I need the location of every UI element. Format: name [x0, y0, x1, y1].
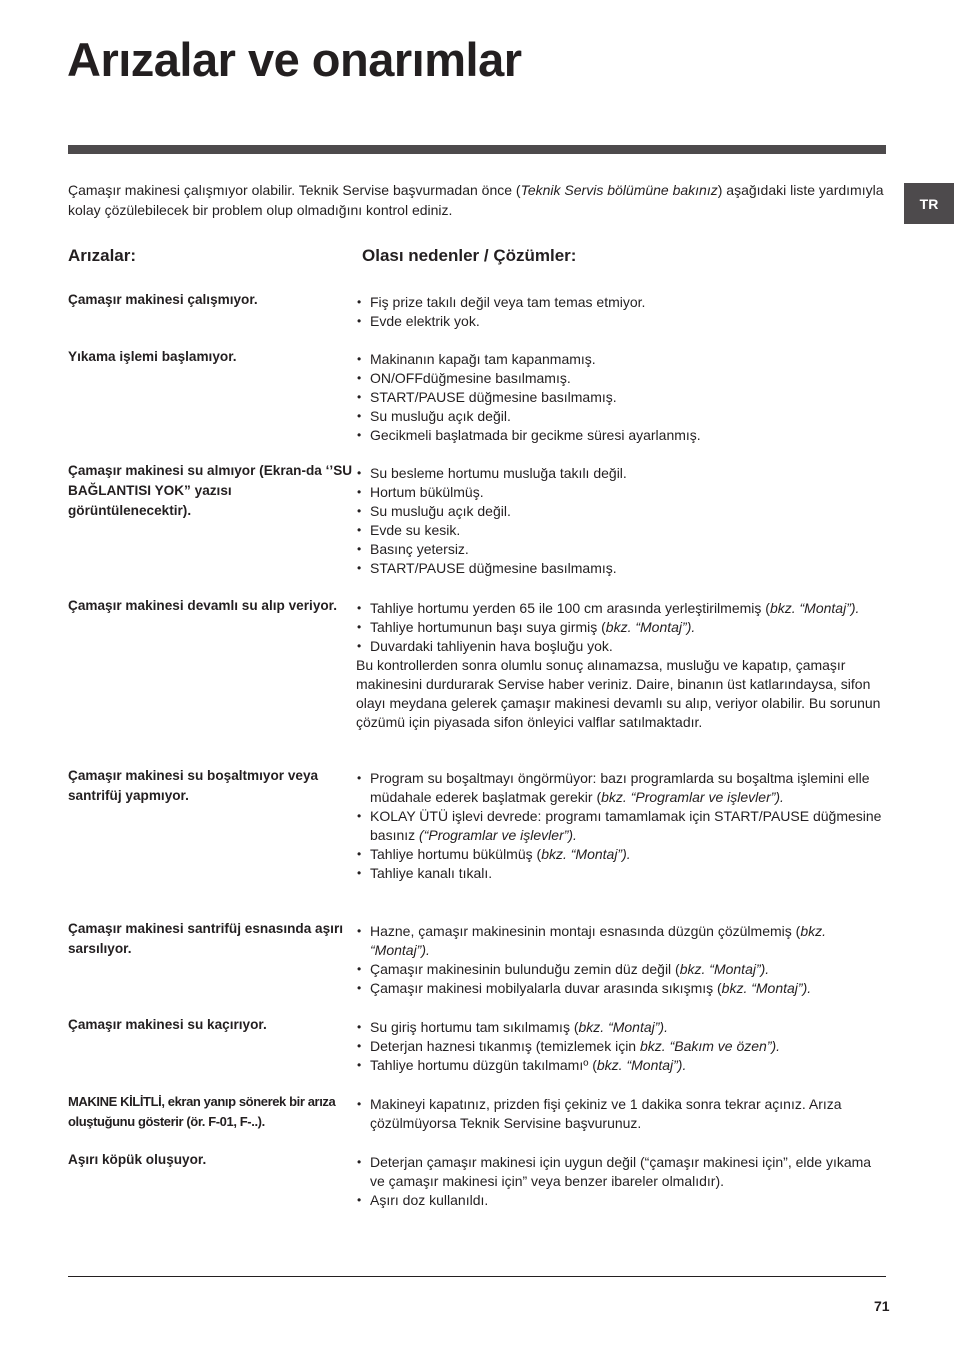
text-segment: Deterjan haznesi tıkanmış (temizlemek için — [370, 1038, 640, 1054]
cross-reference-text: (“Programlar ve işlevler”). — [419, 827, 577, 843]
text-segment: Evde su kesik. — [370, 522, 461, 538]
solution-bullet-item — [356, 599, 886, 618]
fault-description: Çamaşır makinesi su kaçırıyor. — [68, 1017, 267, 1032]
solution-bullet-item — [356, 979, 886, 998]
solution-bullet-item — [356, 864, 886, 883]
solution-list — [356, 599, 886, 732]
text-segment: START/PAUSE düğmesine basılmamış. — [370, 389, 617, 405]
text-segment: Tahliye hortumunun başı suya girmiş ( — [370, 619, 606, 635]
text-segment: Çamaşır makinesi çalışmıyor olabilir. Teknik Servise başvurmadan önce ( — [68, 182, 521, 198]
solution-bullet-item — [356, 350, 886, 369]
cross-reference-text: bkz. “Montaj”). — [769, 600, 860, 616]
text-segment: Hortum bükülmüş. — [370, 484, 484, 500]
footer-divider — [68, 1276, 886, 1277]
cross-reference-text: Teknik Servis bölümüne bakınız — [520, 182, 718, 198]
title-divider-bar — [68, 145, 886, 154]
solution-bullet-item — [356, 637, 886, 656]
text-segment: ) aşağıdaki liste yardımıyla kolay çözülebilecek bir problem olup olmadığını kontrol ediniz. — [68, 182, 884, 218]
solution-list — [356, 1018, 886, 1075]
solution-bullet-item — [356, 559, 886, 578]
solution-bullet-item — [356, 312, 886, 331]
solution-list — [356, 464, 886, 578]
solution-bullet-item — [356, 1037, 886, 1056]
solution-list — [356, 1153, 886, 1210]
text-segment: Basınç yetersiz. — [370, 541, 469, 557]
intro-paragraph — [68, 180, 898, 220]
page-number: 71 — [874, 1298, 890, 1314]
faults-column-heading: Arızalar: — [68, 246, 137, 265]
solution-list — [356, 350, 886, 445]
fault-description: Yıkama işlemi başlamıyor. — [68, 349, 237, 364]
solution-bullet-item — [356, 618, 886, 637]
text-segment: Tahliye hortumu bükülmüş ( — [370, 846, 542, 862]
language-tab-label: TR — [919, 195, 939, 212]
fault-description: Aşırı köpük oluşuyor. — [68, 1152, 207, 1167]
text-segment: Su besleme hortumu musluğa takılı değil. — [370, 465, 627, 481]
cross-reference-text: bkz. “Montaj”). — [578, 1019, 668, 1035]
solution-bullet-item — [356, 1153, 886, 1191]
solution-list — [356, 922, 886, 998]
text-segment: Tahliye hortumu düzgün takılmamıº ( — [370, 1057, 597, 1073]
solution-bullet-item — [356, 1056, 886, 1075]
fault-description: Çamaşır makinesi devamlı su alıp veriyor. — [68, 598, 337, 613]
text-segment: Bu kontrollerden sonra olumlu sonuç alınamazsa, musluğu ve kapatıp, çamaşır makinesini durdurarak Servise haber veriniz. Daire, binanın üst katlarındaysa, sifon olayı meydana gelerek çamaşır makinesi devamlı su alıp, veriyor olabilir. Bu sorunun çözümü için piyasada sifon önleyici valflar satılmaktadır. — [356, 657, 881, 730]
text-segment: Su musluğu açık değil. — [370, 408, 511, 424]
solution-bullet-item — [356, 369, 886, 388]
solution-bullet-item — [356, 521, 886, 540]
solution-bullet-item — [356, 807, 886, 845]
text-segment: KOLAY ÜTÜ işlevi devrede: programı tamamlamak için START/PAUSE düğmesine basınız — [370, 808, 882, 843]
solution-bullet-item — [356, 769, 886, 807]
text-segment: START/PAUSE düğmesine basılmamış. — [370, 560, 617, 576]
fault-description: Çamaşır makinesi su boşaltmıyor veya santrifüj yapmıyor. — [68, 768, 319, 803]
text-segment: Makinanın kapağı tam kapanmamış. — [370, 351, 596, 367]
solution-bullet-item — [356, 922, 886, 960]
solution-bullet-item — [356, 1018, 886, 1037]
text-segment: Program su boşaltmayı öngörmüyor: bazı programlarda su boşaltma işlemini elle müdahale ederek başlatmak gerekir ( — [370, 770, 870, 805]
cross-reference-text: bkz. “Bakım ve özen”). — [640, 1038, 781, 1054]
text-segment: Makineyi kapatınız, prizden fişi çekiniz ve 1 dakika sonra tekrar açınız. Arıza çözülmüyorsa Teknik Servisine başvurunuz. — [370, 1096, 842, 1131]
cross-reference-text: bkz. “Montaj”). — [370, 923, 826, 958]
solution-bullet-item — [356, 483, 886, 502]
solution-bullet-item — [356, 388, 886, 407]
solution-list — [356, 293, 886, 331]
text-segment: Gecikmeli başlatmada bir gecikme süresi ayarlanmış. — [370, 427, 701, 443]
solution-list — [356, 1095, 886, 1133]
solution-bullet-item — [356, 540, 886, 559]
solution-bullet-item — [356, 407, 886, 426]
language-tab — [904, 183, 954, 224]
solution-bullet-item — [356, 845, 886, 864]
cross-reference-text: bkz. “Montaj”). — [721, 980, 812, 996]
text-segment: Aşırı doz kullanıldı. — [370, 1192, 489, 1208]
text-segment: Tahliye kanalı tıkalı. — [370, 865, 493, 881]
text-segment: Çamaşır makinesinin bulunduğu zemin düz değil ( — [370, 961, 680, 977]
solution-bullet-item — [356, 426, 886, 445]
text-segment: Hazne, çamaşır makinesinin montajı esnasında düzgün çözülmemiş ( — [370, 923, 801, 939]
solution-note-paragraph — [356, 656, 886, 732]
solution-bullet-item — [356, 960, 886, 979]
cross-reference-text: bkz. “Montaj”). — [605, 619, 696, 635]
solution-bullet-item — [356, 293, 886, 312]
fault-description: Çamaşır makinesi çalışmıyor. — [68, 292, 258, 307]
cross-reference-text: bkz. “Montaj”). — [596, 1057, 687, 1073]
text-segment: Duvardaki tahliyenin hava boşluğu yok. — [370, 638, 613, 654]
fault-description: MAKINE KİLİTLİ, ekran yanıp sönerek bir arıza oluştuğunu gösterir (ör. F-01, F-..). — [68, 1094, 336, 1129]
cross-reference-text: bkz. “Programlar ve işlevler”). — [601, 789, 784, 805]
cross-reference-text: bkz. “Montaj”). — [679, 961, 770, 977]
page-title: Arızalar ve onarımlar — [67, 33, 522, 86]
text-segment: Su giriş hortumu tam sıkılmamış ( — [370, 1019, 579, 1035]
solution-bullet-item — [356, 1191, 886, 1210]
solution-bullet-item — [356, 464, 886, 483]
text-segment: Çamaşır makinesi mobilyalarla duvar arasında sıkışmış ( — [370, 980, 722, 996]
solutions-column-heading: Olası nedenler / Çözümler: — [362, 246, 577, 265]
text-segment: Su musluğu açık değil. — [370, 503, 511, 519]
text-segment: ON/OFFdüğmesine basılmamış. — [370, 370, 571, 386]
cross-reference-text: bkz. “Montaj”). — [541, 846, 631, 862]
text-segment: Tahliye hortumu yerden 65 ile 100 cm arasında yerleştirilmemiş ( — [370, 600, 770, 616]
solution-list — [356, 769, 886, 883]
fault-description: Çamaşır makinesi santrifüj esnasında aşırı sarsılıyor. — [68, 921, 344, 956]
fault-description: Çamaşır makinesi su almıyor (Ekran-da ‘’SU BAĞLANTISI YOK” yazısı görüntülenecektir). — [68, 463, 353, 518]
solution-bullet-item — [356, 502, 886, 521]
text-segment: Evde elektrik yok. — [370, 313, 480, 329]
solution-bullet-item — [356, 1095, 886, 1133]
text-segment: Fiş prize takılı değil veya tam temas etmiyor. — [370, 294, 646, 310]
text-segment: Deterjan çamaşır makinesi için uygun değil (“çamaşır makinesi için”, elde yıkama ve çamaşır makinesi için” veya benzer ibareler olmalıdır). — [370, 1154, 872, 1189]
